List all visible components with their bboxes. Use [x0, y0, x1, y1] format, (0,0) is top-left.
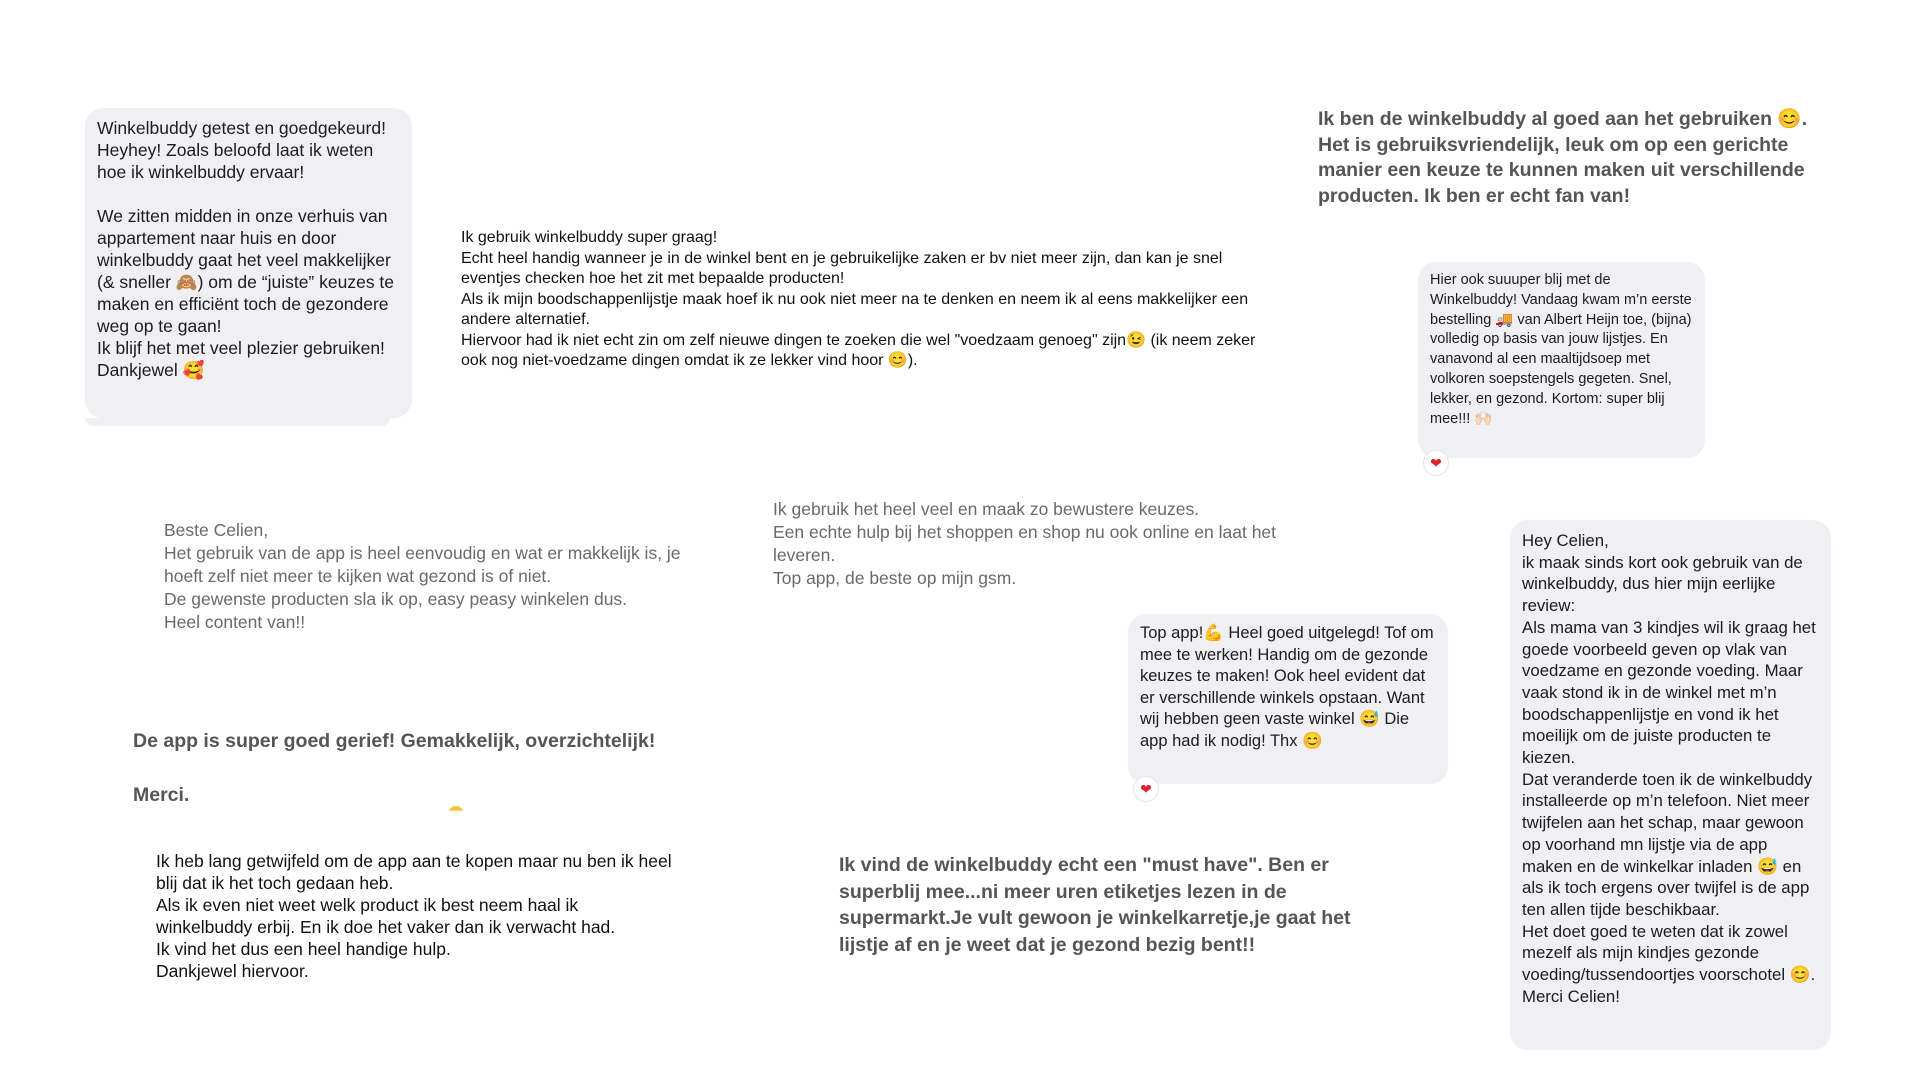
review-bubble-8 — [1510, 520, 1831, 1050]
review-text-7: Top app!💪 Heel goed uitgelegd! Tof om mee te werken! Handig om de gezonde keuzes te maken! Ook heel evident dat er verschillende winkels opstaan. Want wij hebben geen vaste winkel 😅 Die app had ik nodig! Thx 😊 — [1140, 624, 1439, 750]
review-text-1: Winkelbuddy getest en goedgekeurd! Heyhey! Zoals beloofd laat ik weten hoe ik winkelbuddy ervaar! We zitten midden in onze verhuis van appartement naar huis en door winkelbuddy gaat het veel makkelijker (& sneller 🙈) om de “juiste” keuzes te maken en efficiënt toch de gezondere weg op te gaan! Ik blijf het met veel plezier gebruiken! Dankjewel 🥰 — [97, 118, 395, 380]
review-bubble-1 — [85, 108, 412, 418]
bubble-edge-1 — [85, 418, 390, 426]
review-bubble-7 — [1128, 614, 1448, 784]
review-text-9: De app is super goed gerief! Gemakkelijk, overzichtelijk! Merci. — [133, 730, 656, 806]
review-text-6: Ik gebruik het heel veel en maak zo bewustere keuzes. Een echte hulp bij het shoppen en shop nu ook online en laat het leveren. Top app, de beste op mijn gsm. — [773, 499, 1277, 588]
smiley-icon — [448, 806, 464, 822]
heart-reaction-icon: ❤ — [1133, 776, 1159, 802]
review-text-10: Ik heb lang getwijfeld om de app aan te kopen maar nu ben ik heel blij dat ik het toch gedaan heb. Als ik even niet weet welk product ik best neem haal ik winkelbuddy erbij. En ik doe het vaker dan ik verwacht had. Ik vind het dus een heel handige hulp. Dankjewel hiervoor. — [156, 851, 672, 981]
review-bubble-4 — [1418, 262, 1705, 458]
review-text-5: Beste Celien, Het gebruik van de app is heel eenvoudig en wat er makkelijk is, je hoeft zelf niet meer te kijken wat gezond is of niet. De gewenste producten sla ik op, easy peasy winkelen dus. Heel content van!! — [164, 520, 681, 632]
review-text-11: Ik vind de winkelbuddy echt een "must have". Ben er superblij mee...ni meer uren etiketjes lezen in de supermarkt.Je vult gewoon je winkelkarretje,je gaat het lijstje af en je weet dat je gezond bezig bent!! — [839, 854, 1356, 956]
heart-reaction-icon: ❤ — [1423, 450, 1449, 476]
review-text-2: Ik gebruik winkelbuddy super graag! Echt heel handig wanneer je in de winkel bent en je gebruikelijke zaken er bv niet meer zijn, dan kan je snel eventjes checken hoe het zit met bepaalde producten! Als ik mijn boodschappenlijstje maak hoef ik nu ook niet meer na te denken en neem ik al eens makkelijker een andere alternatief. Hiervoor had ik niet echt zin om zelf nieuwe dingen te zoeken die wel "voedzaam genoeg" zijn😉 (ik neem zeker ook nog niet-voedzame dingen omdat ik ze lekker vind hoor 😊). — [461, 229, 1256, 369]
review-text-8: Hey Celien, ik maak sinds kort ook gebruik van de winkelbuddy, dus hier mijn eerlijke review: Als mama van 3 kindjes wil ik graag het goede voorbeeld geven op vlak van voedzame en gezonde voeding. Maar vaak stond ik in de winkel met m’n boodschappenlijstje en vond ik het moeilijk om de juiste producten te kiezen. Dat veranderde toen ik de winkelbuddy installeerde op m’n telefoon. Niet meer twijfelen aan het schap, maar gewoon op voorhand mn lijstje via de app maken en de winkelkar inladen 😅 en als ik toch ergens over twijfel is de app ten allen tijde beschikbaar. Het doet goed te weten dat ik zowel mezelf als mijn kindjes gezonde voeding/tussendoortjes voorschotel 😊. Merci Celien! — [1522, 531, 1816, 1006]
review-text-3: Ik ben de winkelbuddy al goed aan het gebruiken 😊. Het is gebruiksvriendelijk, leuk om op een gerichte manier een keuze te kunnen maken uit verschillende producten. Ik ben er echt fan van! — [1318, 108, 1813, 207]
review-text-4: Hier ook suuuper blij met de Winkelbuddy! Vandaag kwam m’n eerste bestelling 🚚 van Albert Heijn toe, (bijna) volledig op basis van jouw lijstjes. En vanavond al een maaltijdsoep met volkoren soepstengels gegeten. Snel, lekker, en gezond. Kortom: super blij mee!!! 🙌🏻 — [1430, 272, 1696, 427]
